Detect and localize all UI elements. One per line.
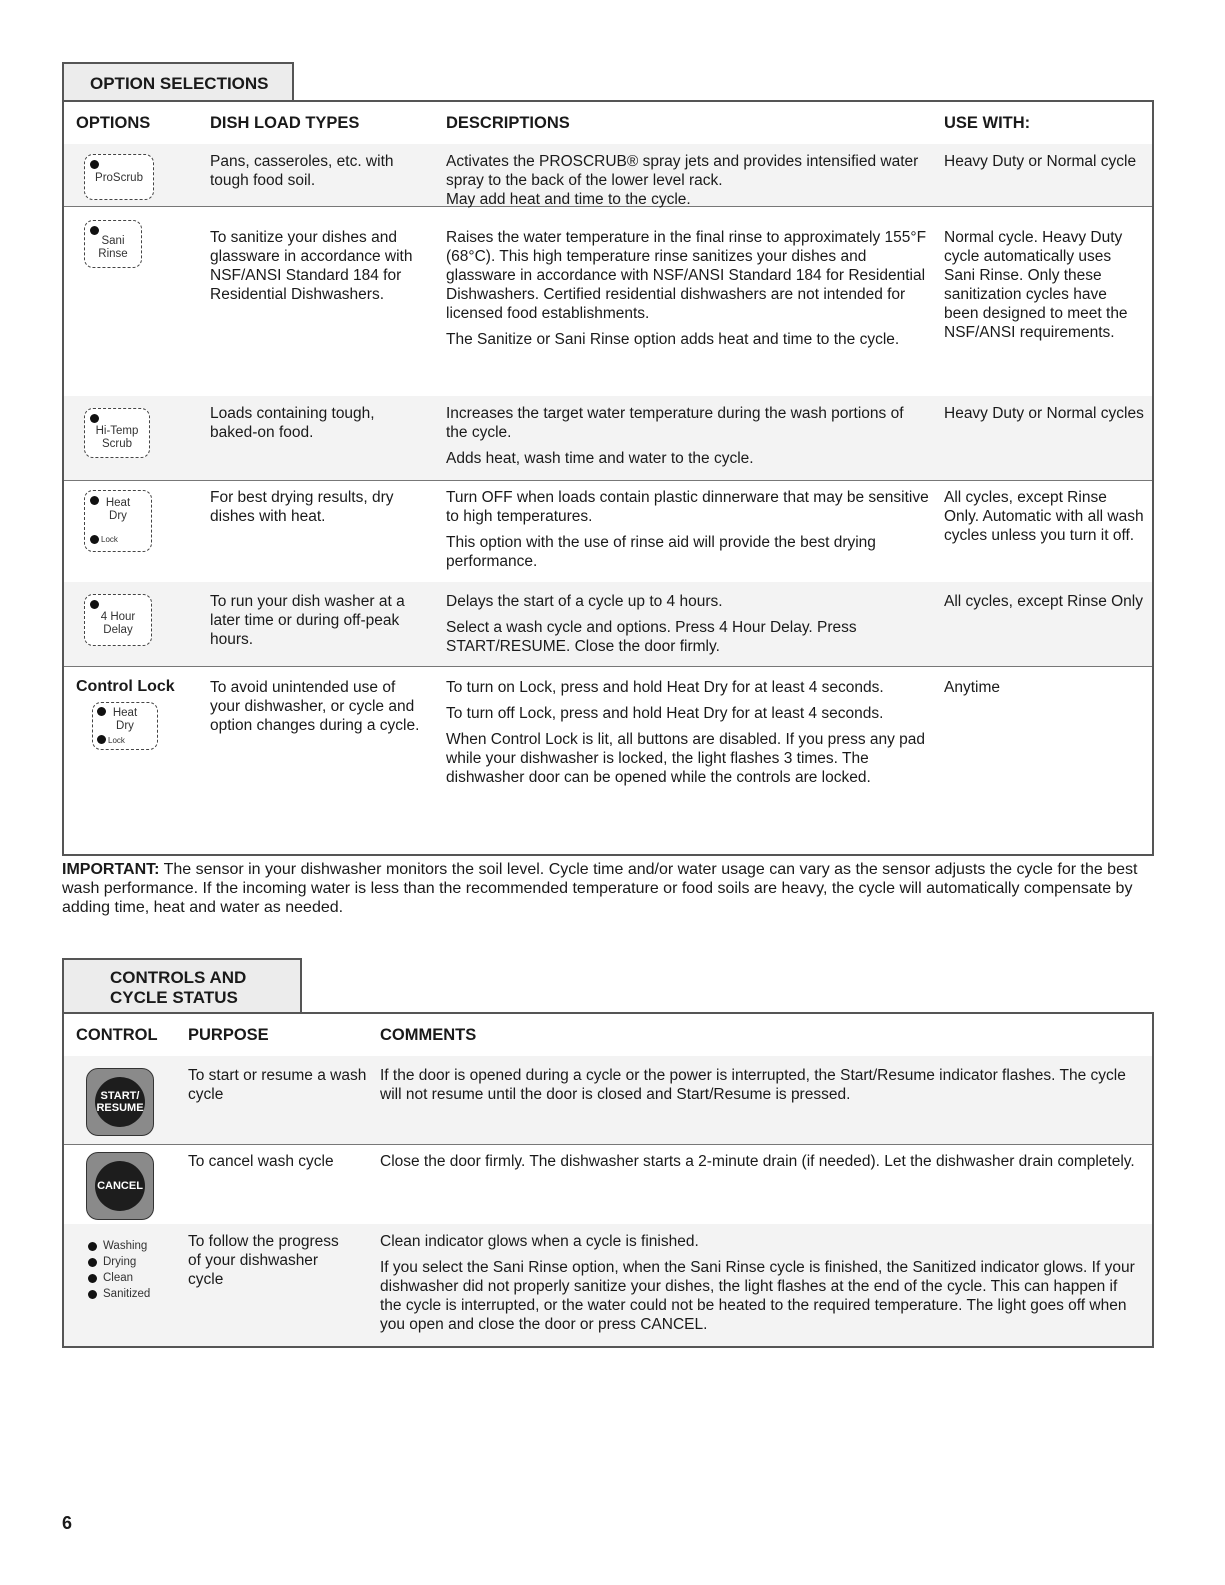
description-text: When Control Lock is lit, all buttons are disabled. If you press any pad while your dishwasher is locked, the light flashes 3 times. The dishwasher door can be opened while the controls are locked. — [446, 731, 926, 786]
description-text: Turn OFF when loads contain plastic dinnerware that may be sensitive to high temperatures. — [446, 489, 929, 525]
description — [446, 678, 931, 794]
proscrub-button-label: ProScrub — [95, 172, 143, 184]
use-with: Heavy Duty or Normal cycles — [944, 405, 1144, 422]
use-with: Anytime — [944, 679, 1000, 696]
controls-table-header — [64, 1014, 1152, 1057]
status-indicators — [88, 1238, 150, 1302]
heat-dry-button-icon — [84, 490, 152, 552]
proscrub-button-icon — [84, 154, 154, 200]
option-selections-table — [62, 100, 1154, 856]
table-row — [64, 144, 1152, 207]
start-resume-button-label: START/ RESUME — [95, 1077, 145, 1127]
header-use-with: USE WITH: — [944, 114, 1031, 132]
hi-temp-scrub-button-icon — [84, 408, 150, 458]
important-note — [62, 860, 1154, 917]
four-hour-delay-button-icon — [84, 594, 152, 646]
option-selections-tab — [62, 62, 294, 100]
control-lock-label: Control Lock — [76, 678, 175, 695]
status-washing — [88, 1238, 150, 1254]
status-light-icon — [88, 1290, 97, 1299]
header-purpose: PURPOSE — [188, 1026, 269, 1044]
status-sanitized — [88, 1286, 150, 1302]
purpose: To cancel wash cycle — [188, 1153, 334, 1170]
status-label: Clean — [103, 1272, 134, 1284]
description-text: Activates the PROSCRUB® spray jets and provides intensified water spray to the back of the lower level rack. — [446, 153, 919, 189]
comment-text: If you select the Sani Rinse option, when the Sani Rinse cycle is finished, the Sanitized indicator glows. If your dishwasher did not properly sanitize your dishes, the light flashes at the end of the cycle. This can happen if the cycle is interrupted, or the water could not be heated to the required temperature. The light goes off when you open and close the door or press CANCEL. — [380, 1259, 1135, 1333]
dish-load-type: For best drying results, dry dishes with heat. — [210, 489, 394, 525]
description-text: May add heat and time to the cycle. — [446, 191, 691, 208]
description — [446, 592, 936, 663]
heat-dry-button-label: Heat Dry — [112, 707, 138, 732]
page-number: 6 — [62, 1513, 73, 1533]
controls-status-title-line2: CYCLE STATUS — [110, 988, 238, 1007]
table-row — [64, 582, 1152, 667]
status-light-icon — [88, 1274, 97, 1283]
table-row — [64, 1056, 1152, 1145]
controls-status-tab — [62, 958, 302, 1012]
status-label: Washing — [103, 1240, 148, 1252]
status-light-icon — [88, 1258, 97, 1267]
comment-text: Clean indicator glows when a cycle is finished. — [380, 1233, 699, 1250]
use-with: All cycles, except Rinse Only — [944, 593, 1143, 610]
comments — [380, 1232, 1140, 1341]
purpose: To start or resume a wash cycle — [188, 1067, 367, 1103]
start-resume-button-icon — [86, 1068, 154, 1136]
header-control: CONTROL — [76, 1026, 158, 1044]
sani-rinse-button-icon — [84, 220, 142, 268]
dish-load-type: To sanitize your dishes and glassware in accordance with NSF/ANSI Standard 184 for Residential Dishwashers. — [210, 229, 413, 303]
description-text: To turn on Lock, press and hold Heat Dry for at least 4 seconds. — [446, 679, 884, 696]
description-text: The Sanitize or Sani Rinse option adds heat and time to the cycle. — [446, 331, 900, 348]
status-clean — [88, 1270, 150, 1286]
description — [446, 488, 936, 578]
comments: If the door is opened during a cycle or the power is interrupted, the Start/Resume indicator flashes. The cycle will not resume until the door is closed and Start/Resume is pressed. — [380, 1067, 1126, 1103]
cancel-button-label: CANCEL — [95, 1161, 145, 1211]
status-label: Sanitized — [103, 1288, 151, 1300]
description-text: Increases the target water temperature during the wash portions of the cycle. — [446, 405, 904, 441]
description-text: This option with the use of rinse aid will provide the best drying performance. — [446, 534, 876, 570]
purpose: To follow the progress of your dishwasher cycle — [188, 1233, 339, 1288]
table-row — [64, 1144, 1152, 1225]
header-descriptions: DESCRIPTIONS — [446, 114, 570, 132]
dish-load-type: Pans, casseroles, etc. with tough food soil. — [210, 153, 394, 189]
sani-rinse-button-label: Sani Rinse — [98, 235, 128, 260]
use-with: Normal cycle. Heavy Duty cycle automatically uses Sani Rinse. Only these sanitization cycles have been designed to meet the NSF/ANSI requirements. — [944, 229, 1128, 341]
status-drying — [88, 1254, 150, 1270]
header-dish-load-types: DISH LOAD TYPES — [210, 114, 360, 132]
header-comments: COMMENTS — [380, 1026, 477, 1044]
description-text: To turn off Lock, press and hold Heat Dry for at least 4 seconds. — [446, 705, 884, 722]
dish-load-type: To run your dish washer at a later time or during off-peak hours. — [210, 593, 405, 648]
heat-dry-lock-button-icon — [92, 702, 158, 750]
description — [446, 404, 926, 475]
comments: Close the door firmly. The dishwasher starts a 2-minute drain (if needed). Let the dishwasher drain completely. — [380, 1153, 1135, 1170]
use-with: All cycles, except Rinse Only. Automatic with all wash cycles unless you turn it off. — [944, 489, 1144, 544]
status-light-icon — [88, 1242, 97, 1251]
description — [446, 228, 931, 356]
header-options: OPTIONS — [76, 114, 151, 132]
heat-dry-button-label: Heat Dry — [105, 497, 131, 522]
important-label: IMPORTANT: — [62, 861, 160, 878]
description-text: Delays the start of a cycle up to 4 hours. — [446, 593, 723, 610]
options-table-header — [64, 102, 1152, 145]
use-with: Heavy Duty or Normal cycle — [944, 153, 1137, 170]
description-text: Adds heat, wash time and water to the cycle. — [446, 450, 754, 467]
lock-label: Lock — [108, 736, 125, 745]
controls-status-title-line1: CONTROLS AND — [110, 968, 247, 987]
four-hour-delay-button-label: 4 Hour Delay — [100, 611, 136, 636]
controls-status-table — [62, 1012, 1154, 1348]
status-label: Drying — [103, 1256, 137, 1268]
hi-temp-scrub-button-label: Hi-Temp Scrub — [95, 425, 139, 450]
table-row — [64, 1224, 1152, 1346]
description-text: Select a wash cycle and options. Press 4 Hour Delay. Press START/RESUME. Close the door firmly. — [446, 619, 857, 655]
dish-load-type: Loads containing tough, baked-on food. — [210, 405, 375, 441]
option-selections-title: OPTION SELECTIONS — [90, 74, 269, 93]
dish-load-type: To avoid unintended use of your dishwasher, or cycle and option changes during a cycle. — [210, 679, 420, 734]
table-row — [64, 396, 1152, 481]
table-row — [64, 480, 1152, 583]
table-row — [64, 666, 1152, 854]
lock-label: Lock — [101, 535, 118, 544]
table-row — [64, 206, 1152, 397]
description-text: Raises the water temperature in the final rinse to approximately 155°F (68°C). This high temperature rinse sanitizes your dishes and glassware in accordance with NSF/ANSI Standard 184 for Residential Dishwashers. Certified residential dishwashers are not intended for licensed food establishments. — [446, 229, 927, 322]
important-text: The sensor in your dishwasher monitors the soil level. Cycle time and/or water usage can vary as the sensor adjusts the cycle for the best wash performance. If the incoming water is less than the recommended temperature or food soils are heavy, the cycle will automatically compensate by adding time, heat and water as needed. — [62, 861, 1138, 916]
cancel-button-icon — [86, 1152, 154, 1220]
